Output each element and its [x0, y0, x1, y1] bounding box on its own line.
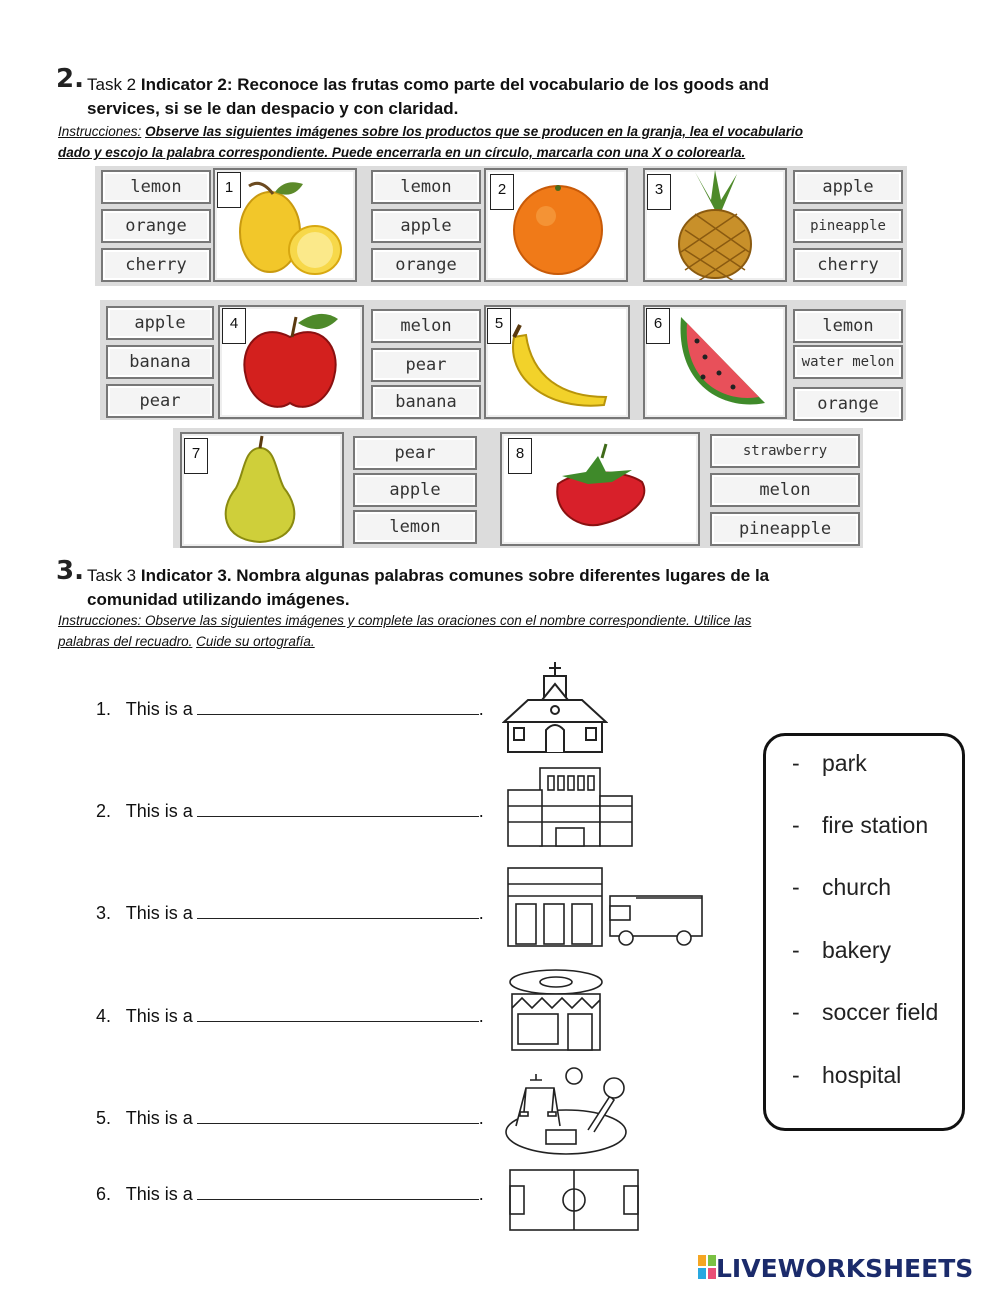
word-bank-word: fire station — [822, 812, 929, 838]
logo-mark-icon — [698, 1255, 716, 1279]
question-end: . — [478, 1184, 484, 1204]
question-1 — [96, 698, 484, 720]
question-3 — [96, 902, 484, 924]
fruit8-option-1[interactable]: strawberry — [710, 434, 860, 468]
fruit3-option-2[interactable]: pineapple — [793, 209, 903, 243]
bullet-dash: - — [792, 874, 800, 900]
fruit6-option-3[interactable]: orange — [793, 387, 903, 421]
question-text: This is a — [125, 1108, 193, 1128]
question-end: . — [478, 1006, 484, 1026]
fruit2-option-2[interactable]: apple — [371, 209, 481, 243]
task2-indicator-line1: Indicator 2: Reconoce las frutas como parte del vocabulario de los goods and — [140, 75, 770, 94]
bullet-dash: - — [792, 1062, 800, 1088]
task2-instr-prefix: Instrucciones: — [58, 124, 142, 139]
question-number: 3. — [96, 903, 112, 923]
fruit5-option-1[interactable]: melon — [371, 309, 481, 343]
word-bank-item — [792, 812, 928, 839]
question-end: . — [478, 699, 484, 719]
church-icon — [502, 660, 608, 754]
question-6 — [96, 1183, 484, 1205]
task3-indicator-line2: comunidad utilizando imágenes. — [87, 590, 350, 609]
answer-blank-1[interactable] — [197, 698, 479, 715]
question-text: This is a — [125, 903, 193, 923]
word-bank-word: soccer field — [822, 999, 939, 1025]
bullet-dash: - — [792, 999, 800, 1025]
task2-instructions — [58, 121, 958, 163]
question-5 — [96, 1107, 484, 1129]
task2-instr-line1: Observe las siguientes imágenes sobre los productos que se producen en la granja, lea el vocabulario — [145, 124, 804, 139]
fruit8-option-2[interactable]: melon — [710, 473, 860, 507]
soccer-field-icon — [508, 1168, 640, 1232]
task2-heading — [87, 74, 967, 96]
question-number: 1. — [96, 699, 112, 719]
answer-blank-5[interactable] — [197, 1107, 479, 1124]
fruit7-number: 7 — [184, 438, 208, 474]
task3-instr-line2a: palabras del recuadro. — [58, 634, 193, 649]
fruit2-option-3[interactable]: orange — [371, 248, 481, 282]
question-text: This is a — [125, 699, 193, 719]
question-end: . — [478, 903, 484, 923]
hospital-icon — [506, 766, 634, 848]
fruit7-option-1[interactable]: pear — [353, 436, 477, 470]
fruit1-number: 1 — [217, 172, 241, 208]
bakery-icon — [508, 968, 604, 1052]
fruit4-option-1[interactable]: apple — [106, 306, 214, 340]
fruit4-number: 4 — [222, 308, 246, 344]
fruit7-option-3[interactable]: lemon — [353, 510, 477, 544]
question-number: 2. — [96, 801, 112, 821]
task2-indicator-line2: services, si se le dan despacio y con claridad. — [87, 99, 459, 118]
fruit1-option-3[interactable]: cherry — [101, 248, 211, 282]
word-bank-item — [792, 1062, 901, 1089]
task3-number: 3. — [56, 556, 84, 586]
fruit8-number: 8 — [508, 438, 532, 474]
question-text: This is a — [125, 1184, 193, 1204]
fruit5-number: 5 — [487, 308, 511, 344]
fruit4-option-3[interactable]: pear — [106, 384, 214, 418]
fruit6-option-1[interactable]: lemon — [793, 309, 903, 343]
fruit6-option-2[interactable]: water melon — [793, 345, 903, 379]
task3-instr-line1: Instrucciones: Observe las siguientes imágenes y complete las oraciones con el nombre correspondiente. Utilice las — [58, 613, 752, 628]
fruit3-option-1[interactable]: apple — [793, 170, 903, 204]
bullet-dash: - — [792, 937, 800, 963]
bullet-dash: - — [792, 750, 800, 776]
fruit5-option-2[interactable]: pear — [371, 348, 481, 382]
bullet-dash: - — [792, 812, 800, 838]
answer-blank-2[interactable] — [197, 800, 479, 817]
fire-station-icon — [506, 866, 704, 948]
word-bank-word: church — [822, 874, 892, 900]
task2-heading-line2 — [87, 98, 458, 120]
task3-instr-line2b: Cuide su ortografía. — [196, 634, 315, 649]
task3-heading-line2 — [87, 589, 350, 611]
fruit6-number: 6 — [646, 308, 670, 344]
question-text: This is a — [125, 1006, 193, 1026]
word-bank-item — [792, 874, 891, 901]
liveworksheets-logo — [698, 1254, 973, 1283]
answer-blank-4[interactable] — [197, 1005, 479, 1022]
fruit2-option-1[interactable]: lemon — [371, 170, 481, 204]
task3-heading — [87, 565, 967, 587]
fruit7-option-2[interactable]: apple — [353, 473, 477, 507]
task2-number: 2. — [56, 64, 84, 94]
task2-instr-line2: dado y escojo la palabra correspondiente. Puede encerrarla en un círculo, marcarla con una X o colorearla. — [58, 145, 746, 160]
fruit4-option-2[interactable]: banana — [106, 345, 214, 379]
word-bank-box — [763, 733, 965, 1131]
answer-blank-3[interactable] — [197, 902, 479, 919]
fruit3-option-3[interactable]: cherry — [793, 248, 903, 282]
question-text: This is a — [125, 801, 193, 821]
answer-blank-6[interactable] — [197, 1183, 479, 1200]
park-icon — [502, 1066, 630, 1156]
fruit2-number: 2 — [490, 174, 514, 210]
word-bank-item — [792, 937, 891, 964]
task3-label: Task 3 — [87, 566, 137, 585]
word-bank-item — [792, 750, 867, 777]
question-2 — [96, 800, 484, 822]
question-number: 4. — [96, 1006, 112, 1026]
fruit1-option-2[interactable]: orange — [101, 209, 211, 243]
fruit3-number: 3 — [647, 174, 671, 210]
question-number: 6. — [96, 1184, 112, 1204]
word-bank-word: bakery — [822, 937, 892, 963]
task3-indicator-line1: Indicator 3. Nombra algunas palabras comunes sobre diferentes lugares de la — [140, 566, 770, 585]
task3-instructions — [58, 610, 958, 652]
fruit1-option-1[interactable]: lemon — [101, 170, 211, 204]
word-bank-word: hospital — [822, 1062, 902, 1088]
question-4 — [96, 1005, 484, 1027]
brand-name: LIVEWORKSHEETS — [716, 1254, 974, 1283]
word-bank-word: park — [822, 750, 867, 776]
fruit8-option-3[interactable]: pineapple — [710, 512, 860, 546]
question-number: 5. — [96, 1108, 112, 1128]
word-bank-item — [792, 999, 938, 1026]
task2-label: Task 2 — [87, 75, 137, 94]
question-end: . — [478, 801, 484, 821]
question-end: . — [478, 1108, 484, 1128]
fruit5-option-3[interactable]: banana — [371, 385, 481, 419]
